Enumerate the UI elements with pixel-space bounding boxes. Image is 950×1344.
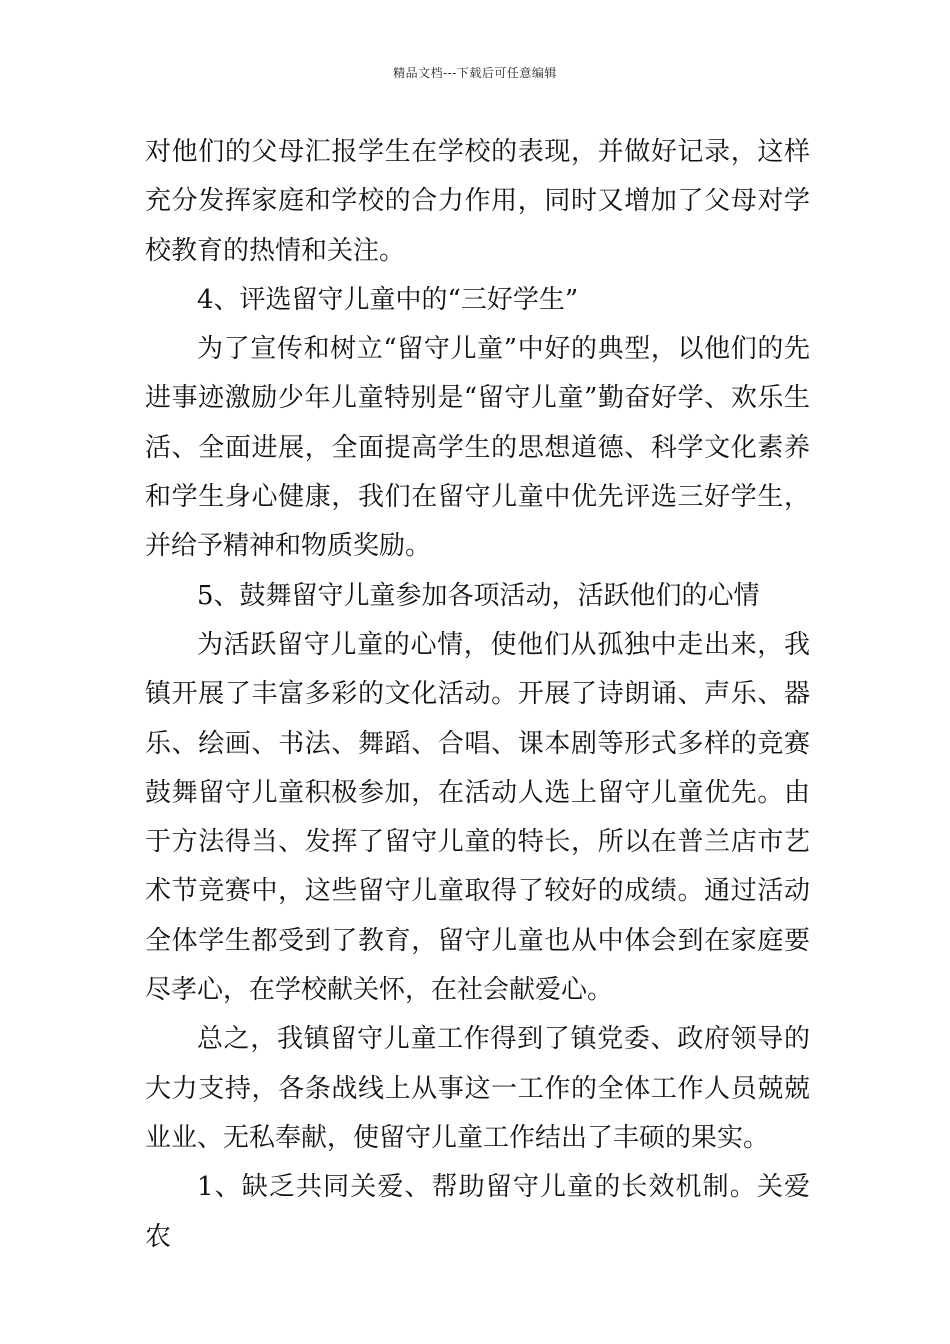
paragraph-continuation: 对他们的父母汇报学生在学校的表现，并做好记录，这样充分发挥家庭和学校的合力作用，同时又增加了父母对学校教育的热情和关注。 [145,137,810,266]
heading-item-4: 4、评选留守儿童中的“三好学生” [197,284,579,315]
paragraph-problem-1: 1、缺乏共同关爱、帮助留守儿童的长效机制。关爱农 [145,1172,810,1252]
paragraph-summary: 总之，我镇留守儿童工作得到了镇党委、政府领导的大力支持，各条战线上从事这一工作的全体工作人员兢兢业业、无私奉献，使留守儿童工作结出了丰硕的果实。 [145,1024,810,1153]
page-header: 精品文档---下载后可任意编辑 [393,66,557,80]
paragraph-activities: 为活跃留守儿童的心情，使他们从孤独中走出来，我镇开展了丰富多彩的文化活动。开展了诗朗诵、声乐、器乐、绘画、书法、舞蹈、合唱、课本剧等形式多样的竞赛鼓舞留守儿童积极参加，在活动人选上留守儿童优先。由于方法得当、发挥了留守儿童的特长，所以在普兰店市艺术节竞赛中，这些留守儿童取得了较好的成绩。通过活动全体学生都受到了教育，留守儿童也从中体会到在家庭要尽孝心，在学校献关怀，在社会献爱心。 [145,629,810,1006]
heading-item-5: 5、鼓舞留守儿童参加各项活动，活跃他们的心情 [197,580,760,611]
body-text [145,128,810,1262]
paragraph-three-good-students: 为了宣传和树立“留守儿童”中好的典型，以他们的先进事迹激励少年儿童特别是“留守儿童”勤奋好学、欢乐生活、全面进展，全面提高学生的思想道德、科学文化素养和学生身心健康，我们在留守儿童中优先评选三好学生，并给予精神和物质奖励。 [145,334,810,562]
